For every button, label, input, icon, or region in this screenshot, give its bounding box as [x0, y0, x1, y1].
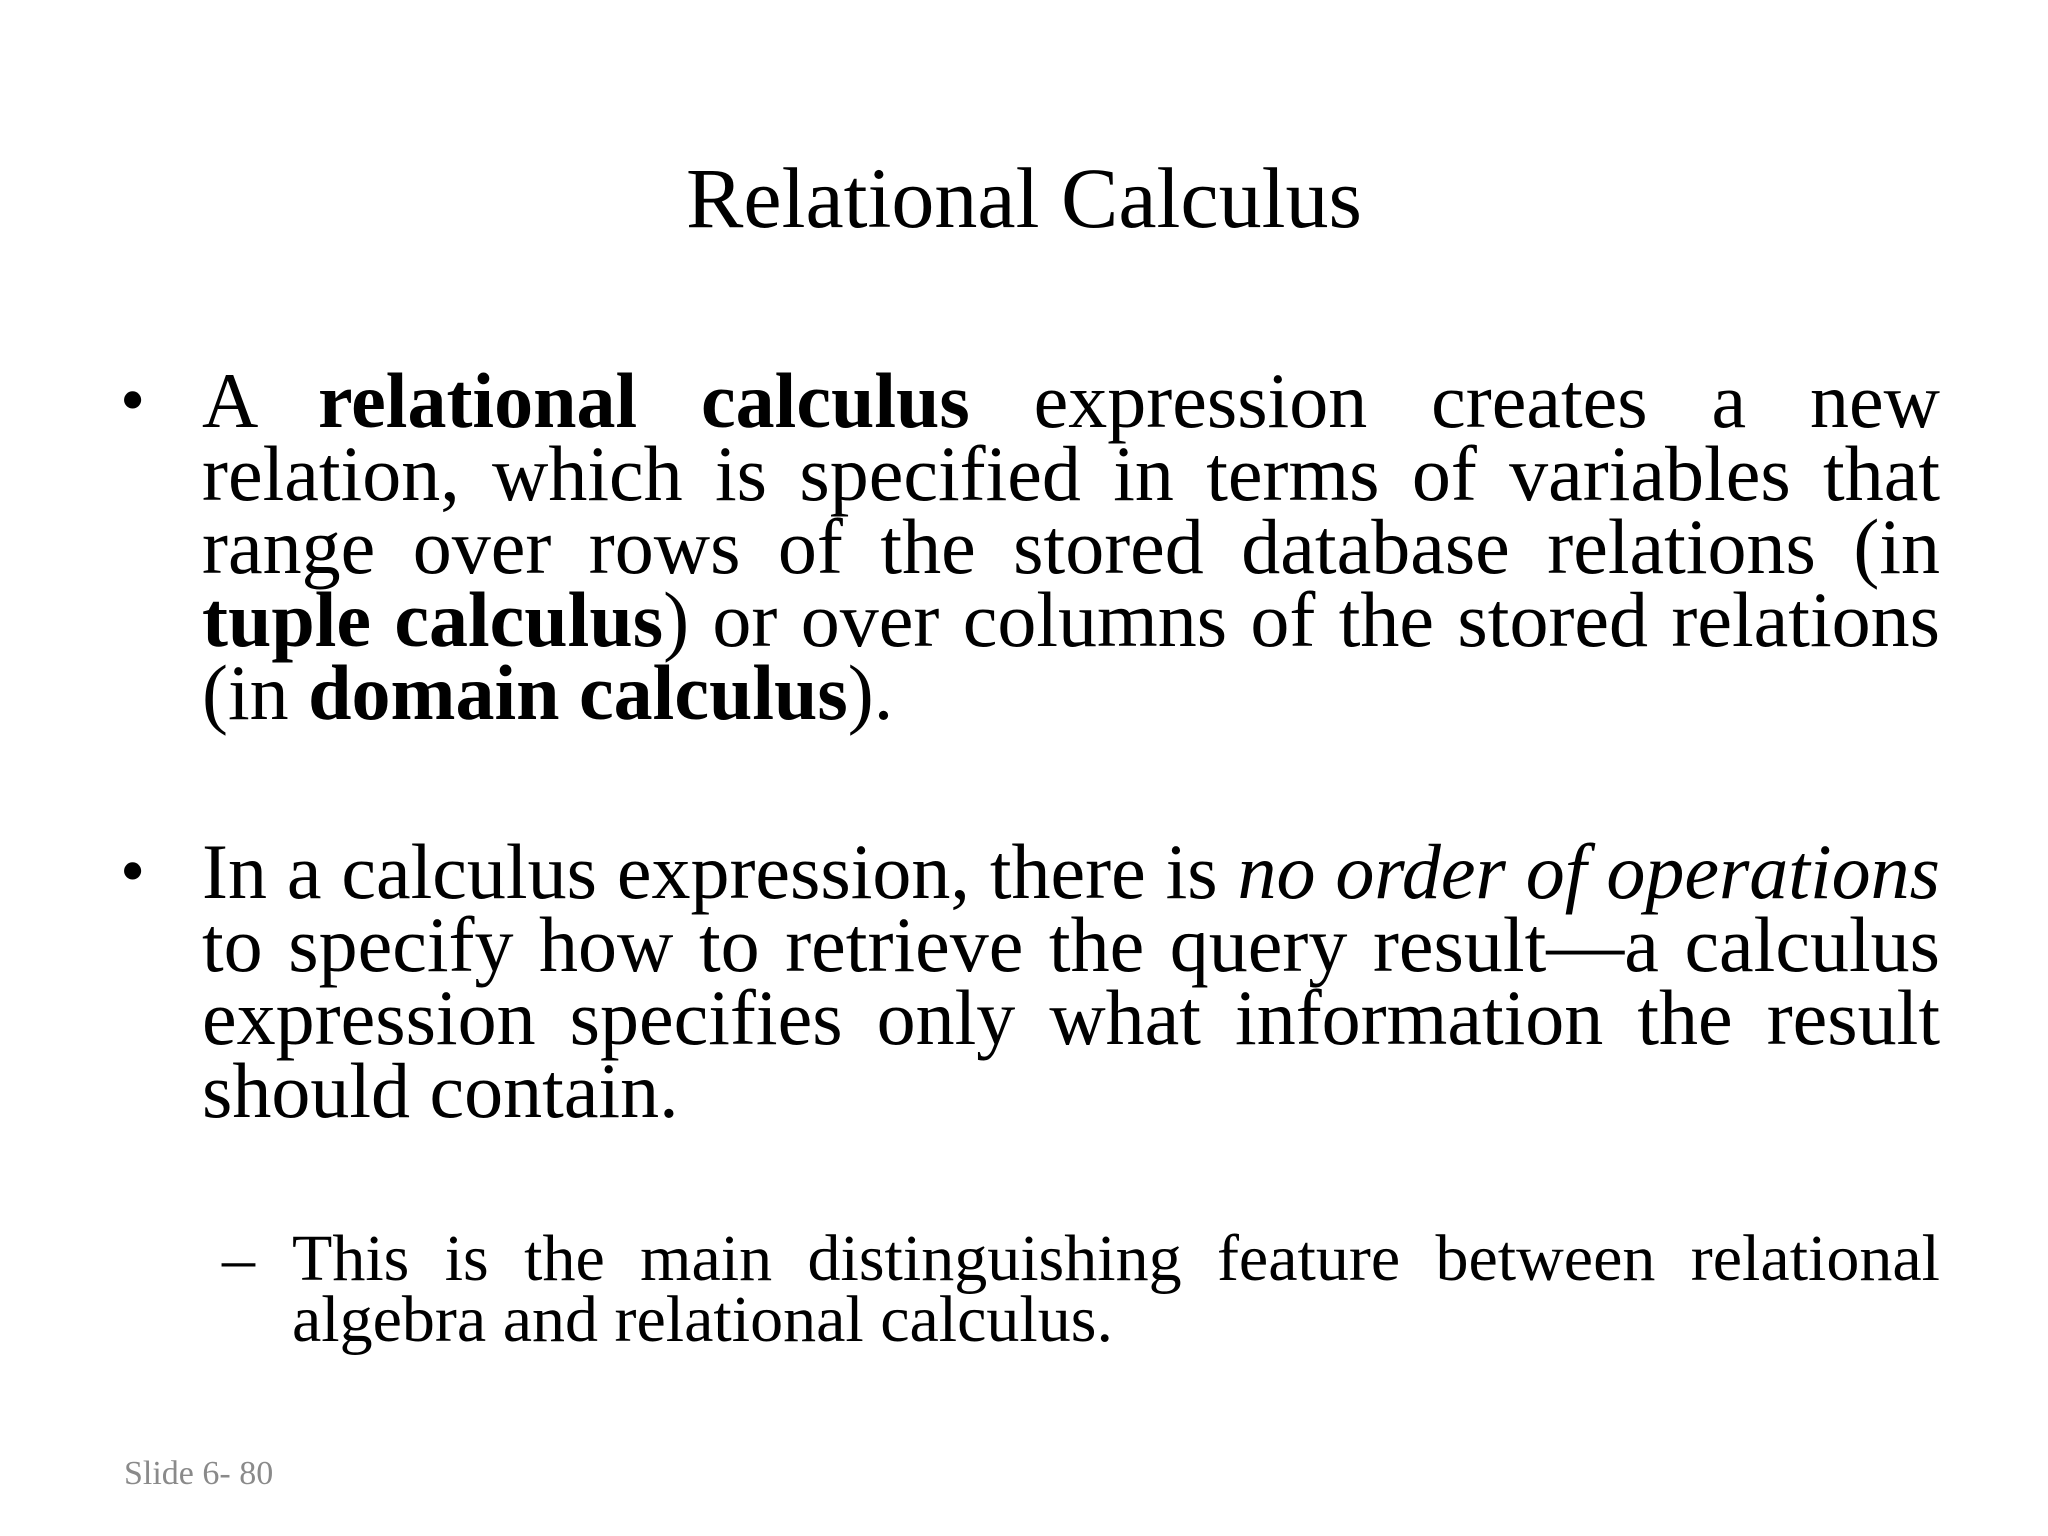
text-run: A	[202, 357, 318, 444]
bold-term-domain-calculus: domain calculus	[308, 649, 848, 736]
sub-bullet-text: This is the main distinguishing feature between relational algebra and relational calculus.	[292, 1222, 1940, 1356]
slide-number: Slide 6- 80	[124, 1455, 274, 1492]
italic-phrase-no-order-of-operations: no order of operations	[1237, 828, 1940, 915]
text-run: ).	[847, 649, 894, 736]
bullet-marker: •	[120, 360, 146, 440]
bold-term-tuple-calculus: tuple calculus	[202, 576, 664, 663]
slide-title: Relational Calculus	[686, 150, 1362, 246]
sub-bullet-marker: –	[222, 1222, 255, 1295]
text-run: In a calculus expression, there is	[202, 828, 1238, 915]
bullet-text-1	[202, 357, 1940, 736]
bold-term-relational-calculus: relational calculus	[317, 357, 970, 444]
text-run: expression creates a new relation, which is specified in terms of variables that range over rows of the stored database relations (in	[202, 357, 1940, 590]
bullet-text-2	[202, 828, 1940, 1134]
text-run: to specify how to retrieve the query result—a calculus expression specifies only what information the result should contain.	[202, 901, 1940, 1134]
bullet-marker: •	[120, 831, 146, 911]
text-run: ) or over columns of the stored relations (in	[202, 576, 1940, 736]
